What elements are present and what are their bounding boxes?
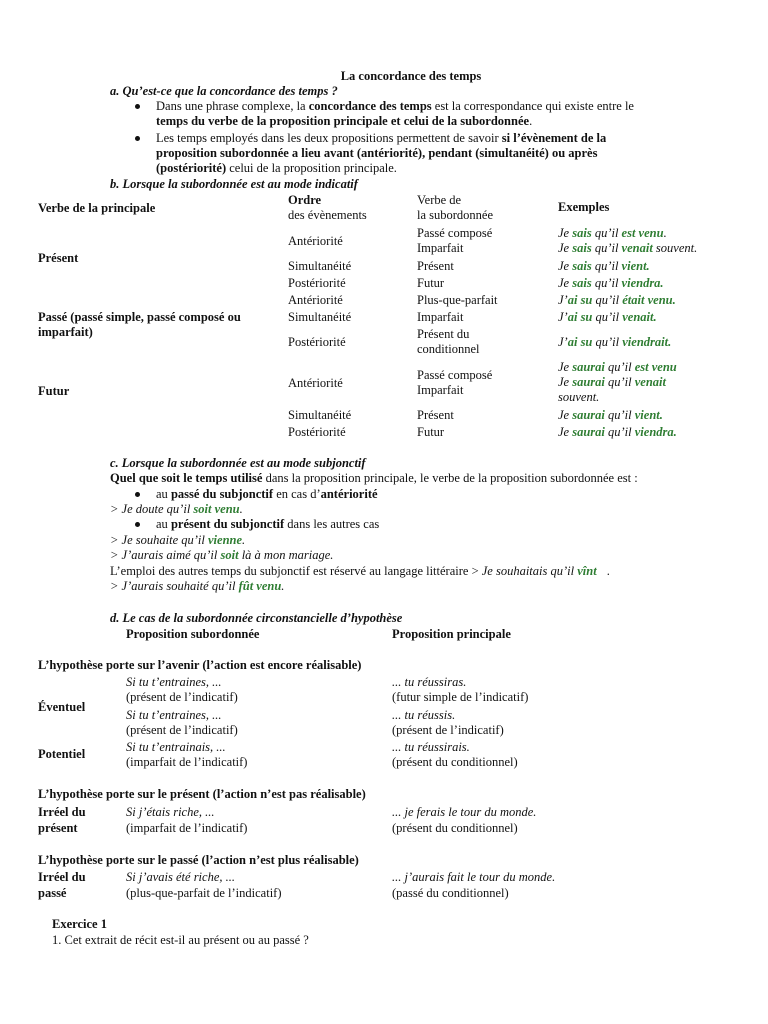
ordre-cell: Simultanéité [288, 259, 352, 273]
passe-title: L’hypothèse porte sur le passé (l’action n’est plus réalisable) [38, 853, 359, 867]
section-a-bullet2-line3: (postériorité) celui de la proposition principale. [156, 161, 397, 175]
exercise-question-1: 1. Cet extrait de récit est-il au présent ou au passé ? [52, 933, 309, 947]
verbe-cell: Passé composé [417, 226, 493, 240]
section-a-bullet1-line2: temps du verbe de la proposition principale et celui de la subordonnée. [156, 114, 533, 128]
hyp-princ-tense: (futur simple de l’indicatif) [392, 690, 529, 704]
ordre-cell: Simultanéité [288, 310, 352, 324]
hyp-princ-tense: (présent du conditionnel) [392, 821, 518, 835]
verbe-cell: Passé composé [417, 368, 493, 382]
ordre-cell: Simultanéité [288, 408, 352, 422]
group-passe-line1: Passé (passé simple, passé composé ou [38, 310, 241, 324]
verbe-cell: Présent [417, 408, 454, 422]
example-cell: Je sais qu’il est venu. [558, 226, 667, 240]
section-c-example4: > J’aurais souhaité qu’il fût venu. [110, 579, 285, 593]
example-cell: Je saurai qu’il vient. [558, 408, 663, 422]
bullet-dot [135, 136, 140, 141]
header-exemples: Exemples [558, 200, 610, 214]
verbe-cell: Futur [417, 276, 445, 290]
hyp-princ: ... j’aurais fait le tour du monde. [392, 870, 556, 884]
example-cell: Je saurai qu’il venait [558, 375, 666, 389]
header-verbe-2: la subordonnée [417, 208, 494, 222]
section-a-heading: a. Qu’est-ce que la concordance des temps ? [110, 84, 338, 98]
section-c-example2: > Je souhaite qu’il vienne. [110, 533, 246, 547]
ordre-cell: Postériorité [288, 335, 346, 349]
header-principale: Verbe de la principale [38, 201, 156, 215]
example-cell: Je saurai qu’il viendra. [558, 425, 677, 439]
section-a-bullet2-line1: Les temps employés dans les deux propositions permettent de savoir si l’évènement de la [156, 131, 607, 145]
ordre-cell: Postériorité [288, 425, 346, 439]
hyp-sub-tense: (présent de l’indicatif) [126, 723, 238, 737]
hyp-princ: ... tu réussirais. [392, 740, 470, 754]
label-eventuel: Éventuel [38, 700, 86, 714]
page-title [0, 69, 768, 84]
group-passe-line2: imparfait) [38, 325, 93, 339]
label-irreel-passe-2: passé [38, 886, 67, 900]
verbe-cell: Futur [417, 425, 445, 439]
hyp-princ: ... tu réussis. [392, 708, 456, 722]
example-cell: souvent. [558, 390, 600, 404]
hyp-sub-tense: (présent de l’indicatif) [126, 690, 238, 704]
hyp-princ-tense: (présent de l’indicatif) [392, 723, 504, 737]
example-cell: J’ai su qu’il venait. [558, 310, 657, 324]
label-irreel-passe-1: Irréel du [38, 870, 86, 884]
label-potentiel: Potentiel [38, 747, 86, 761]
hyp-sub: Si j’avais été riche, ... [126, 870, 235, 884]
verbe-cell: Présent [417, 259, 454, 273]
section-a-bullet1-line1: Dans une phrase complexe, la concordance des temps est la correspondance qui existe entre le [156, 99, 634, 113]
verbe-cell: Imparfait [417, 310, 464, 324]
section-c-bullet2: au présent du subjonctif dans les autres cas [156, 517, 380, 531]
hyp-sub-tense: (plus-que-parfait de l’indicatif) [126, 886, 282, 900]
hyp-princ: ... tu réussiras. [392, 675, 467, 689]
header-ordre-1: Ordre [288, 193, 322, 207]
hyp-sub: Si tu t’entrainais, ... [126, 740, 226, 754]
title-text: La concordance des temps [340, 69, 482, 83]
bullet-dot [135, 492, 140, 497]
example-cell: Je saurai qu’il est venu [558, 360, 677, 374]
col-header-principale: Proposition principale [392, 627, 511, 641]
hyp-princ-tense: (présent du conditionnel) [392, 755, 518, 769]
bullet-dot [135, 522, 140, 527]
exercise-title: Exercice 1 [52, 917, 107, 931]
avenir-title: L’hypothèse porte sur l’avenir (l’action est encore réalisable) [38, 658, 362, 672]
section-c-example1: > Je doute qu’il soit venu. [110, 502, 243, 516]
example-cell: Je sais qu’il venait souvent. [558, 241, 698, 255]
example-cell: J’ai su qu’il était venu. [558, 293, 676, 307]
section-c-heading: c. Lorsque la subordonnée est au mode subjonctif [110, 456, 366, 470]
hyp-princ: ... je ferais le tour du monde. [392, 805, 537, 819]
header-ordre-2: des évènements [288, 208, 367, 222]
label-irreel-present-2: présent [38, 821, 78, 835]
section-c-intro: Quel que soit le temps utilisé dans la proposition principale, le verbe de la proposition subordonnée est : [110, 471, 638, 485]
verbe-cell: Présent du [417, 327, 470, 341]
ordre-cell: Antériorité [288, 293, 343, 307]
hyp-sub: Si j’étais riche, ... [126, 805, 215, 819]
example-cell: Je sais qu’il viendra. [558, 276, 664, 290]
group-futur: Futur [38, 384, 70, 398]
verbe-cell: Imparfait [417, 383, 464, 397]
hyp-sub-tense: (imparfait de l’indicatif) [126, 755, 248, 769]
hyp-princ-tense: (passé du conditionnel) [392, 886, 509, 900]
section-c-literary: L’emploi des autres temps du subjonctif est réservé au langage littéraire > Je souhaitais qu’il vînt . [110, 564, 610, 578]
ordre-cell: Antériorité [288, 376, 343, 390]
group-present: Présent [38, 251, 79, 265]
verbe-cell: Imparfait [417, 241, 464, 255]
hyp-sub-tense: (imparfait de l’indicatif) [126, 821, 248, 835]
header-verbe-1: Verbe de [417, 193, 462, 207]
ordre-cell: Antériorité [288, 234, 343, 248]
bullet-dot [135, 104, 140, 109]
section-d-heading: d. Le cas de la subordonnée circonstancielle d’hypothèse [110, 611, 403, 625]
label-irreel-present-1: Irréel du [38, 805, 86, 819]
section-a-bullet2-line2: proposition subordonnée a lieu avant (antériorité), pendant (simultanéité) ou après [156, 146, 598, 160]
col-header-subordonnee: Proposition subordonnée [126, 627, 260, 641]
hyp-sub: Si tu t’entraines, ... [126, 708, 222, 722]
example-cell: Je sais qu’il vient. [558, 259, 650, 273]
verbe-cell: conditionnel [417, 342, 480, 356]
hyp-sub: Si tu t’entraines, ... [126, 675, 222, 689]
present-title: L’hypothèse porte sur le présent (l’action n’est pas réalisable) [38, 787, 366, 801]
section-c-example3: > J’aurais aimé qu’il soit là à mon mariage. [110, 548, 334, 562]
verbe-cell: Plus-que-parfait [417, 293, 498, 307]
ordre-cell: Postériorité [288, 276, 346, 290]
section-c-bullet1: au passé du subjonctif en cas d’antériorité [156, 487, 378, 501]
example-cell: J’ai su qu’il viendrait. [558, 335, 672, 349]
section-b-heading: b. Lorsque la subordonnée est au mode indicatif [110, 177, 358, 191]
